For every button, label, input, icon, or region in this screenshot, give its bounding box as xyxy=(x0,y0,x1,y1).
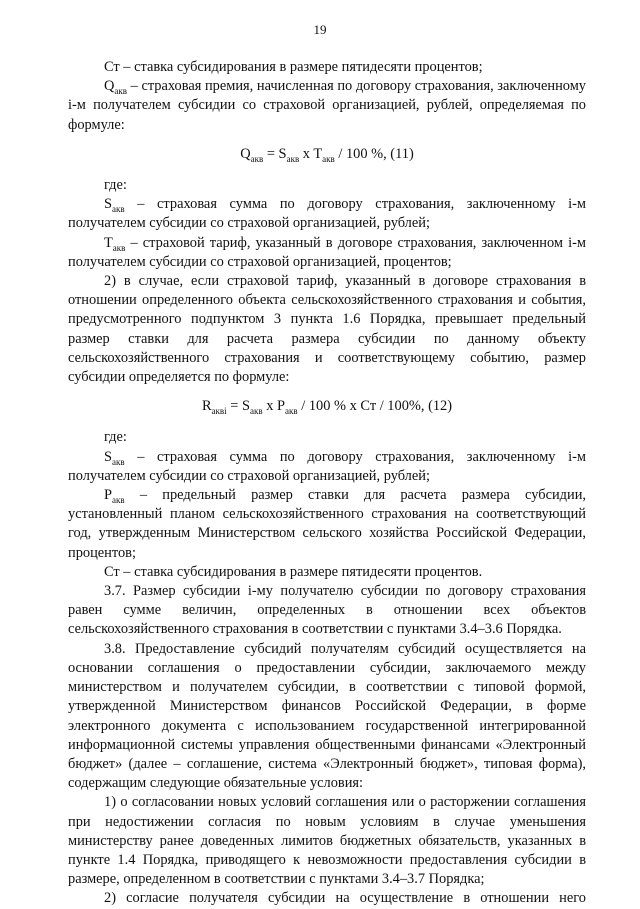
formula-12: $R_{аквi} = S_{акв}$ x $P_{акв} / 100$ % x Ст / 100%, (12) xyxy=(201,398,453,417)
symbol: Q xyxy=(104,78,115,95)
paragraph-p-definition: $P_{акв}$ – предельный размер ставки для расчета размера субсидии, установленный планом сельскохозяйственного страхования на соответствующий год, утвержденным Министерством сельского хозяйства Российской Федерации, процентов; xyxy=(68,487,586,561)
document-body xyxy=(68,58,586,909)
paragraph-q-definition xyxy=(68,77,586,135)
paragraph-case-2: 2) в случае, если страховой тариф, указанный в договоре страхования в отношении определенного объекта сельскохозяйственного страхования и события, предусмотренного подпунктом 3 пункта 1.6 Порядка, превышает предельный размер ставки для расчета размера субсидии по данному объекту сельскохозяйственного страхования и соответствующему событию, размер субсидии определяется по формуле: xyxy=(68,273,586,386)
where-label: где: xyxy=(104,429,127,446)
page-number: 19 xyxy=(313,22,327,37)
paragraph-condition-1: 1) о согласовании новых условий соглашения или о расторжении соглашения при недостижении согласия по новым условиям в случае уменьшения министерству ранее доведенных лимитов бюджетных обязательств, указанных в пункте 1.4 Порядка, приводящего к невозможности предоставления субсидии в размере, определенном в соответствии с пунктами 3.4–3.7 Порядка; xyxy=(68,794,586,888)
paragraph-s-definition: $S_{акв}$ – страховая сумма по договору страхования, заключенному i-м получателем субсидии со страховой организацией, рублей; xyxy=(68,448,586,484)
where-label: где: xyxy=(104,177,127,194)
paragraph: Ст – ставка субсидирования в размере пятидесяти процентов. xyxy=(104,563,483,580)
paragraph-3-8: 3.8. Предоставление субсидий получателям субсидий осуществляется на основании соглашения о предоставлении субсидии, заключаемого между министерством и получателем субсидии, в соответствии с типовой формой, утвержденной Министерством финансов Российской Федерации, в форме электронного документа с использованием государственной интегрированной информационной системы управления общественными финансами «Электронный бюджет» (далее – соглашение, система «Электронный бюджет», типовая форма), содержащим следующие обязательные условия: xyxy=(68,640,586,792)
paragraph: Ст – ставка субсидирования в размере пятидесяти процентов; xyxy=(104,59,483,75)
paragraph-t-definition: $T_{акв}$ – страховой тариф, указанный в договоре страхования, заключенном i-м получателем субсидии со страховой организацией, процентов; xyxy=(68,234,586,270)
subscript: акв xyxy=(114,86,128,97)
formula-11: $Q_{акв} = S_{акв}$ x $T_{акв} / 100$ %, (11) xyxy=(240,145,414,164)
paragraph-3-7: 3.7. Размер субсидии i-му получателю субсидии по договору страхования равен сумме величин, определенных в отношении всех объектов сельскохозяйственного страхования в соответствии с пунктами 3.4–3.6 Порядка. xyxy=(68,583,586,638)
paragraph-s-definition: $S_{акв}$ – страховая сумма по договору страхования, заключенному i-м получателем субсидии со страховой организацией, рублей; xyxy=(68,196,586,232)
paragraph-condition-2: 2) согласие получателя субсидии на осуществление в отношении него xyxy=(104,890,586,907)
definition-text: – страховая премия, начисленная по договору страхования, заключенному i-м получателем субсидии со страховой организацией, рублей, определяемая по формуле: xyxy=(68,78,586,133)
